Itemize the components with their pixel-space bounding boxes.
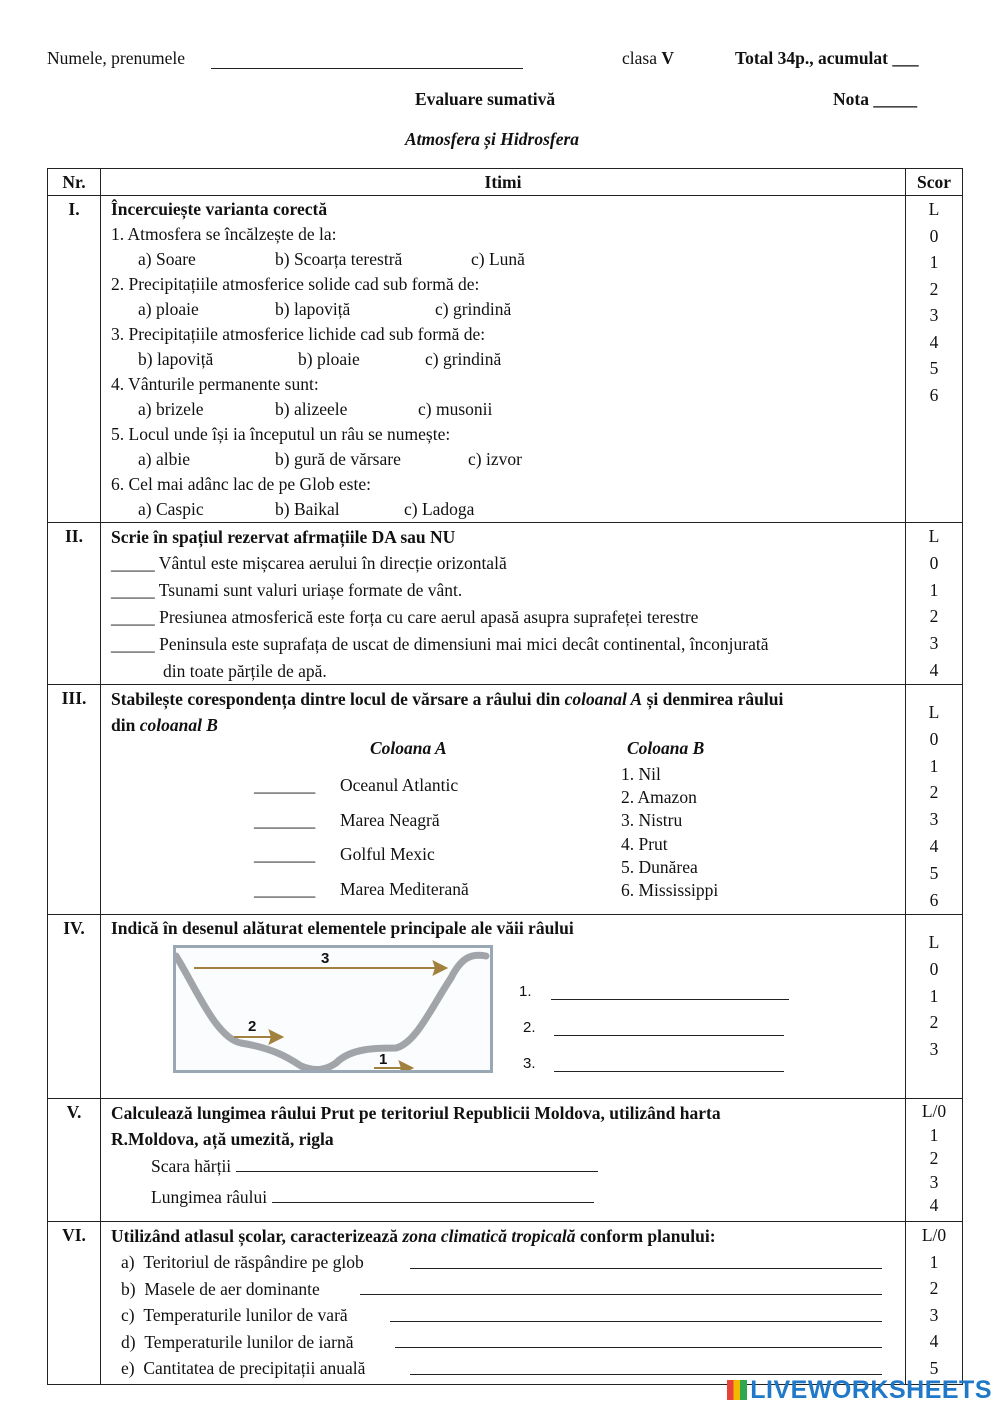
score-option[interactable]: L [928,526,940,546]
match-answer-blank[interactable]: _______ [254,878,316,899]
score-option[interactable]: 0 [929,552,939,573]
valley-profile [176,948,490,1070]
arrow-label-1: 1 [379,1051,388,1068]
section-1-score [906,196,963,523]
score-option[interactable]: 1 [929,1124,939,1145]
answer-option[interactable]: a) Caspic [138,499,204,519]
answer-options [111,397,905,422]
answer-option[interactable]: b) ploaie [298,349,360,369]
score-option[interactable]: 1 [929,755,939,776]
answer-line[interactable] [554,1057,784,1072]
assessment-table [47,168,963,1385]
liveworksheets-logo: LIVEWORKSHEETS [727,1376,992,1405]
arrow-label-2: 2 [248,1018,257,1035]
section-1-items [101,196,906,523]
plan-item[interactable]: c) Temperaturile lunilor de vară [111,1302,905,1329]
question: 1. Atmosfera se încălzește de la: [111,224,337,244]
score-option[interactable]: 2 [929,782,939,803]
score-option[interactable]: 5 [929,862,939,883]
section-2-score [906,523,963,685]
match-answer-blank[interactable]: _______ [254,844,316,864]
answer-option[interactable]: b) Scoarța terestră [275,249,403,269]
section-number: III. [48,685,101,915]
section-1-row [48,196,963,523]
section-2-items [101,523,906,685]
score-option[interactable]: 6 [929,889,939,910]
answer-option[interactable]: c) Ladoga [404,499,475,519]
answer-option[interactable]: b) lapoviță [275,299,351,319]
section-title: Utilizând atlasul școlar, caracterizează zona climatică tropicală conform planului: [111,1226,716,1246]
score-option[interactable]: L [928,702,940,722]
score-option[interactable]: 0 [929,728,939,749]
score-option[interactable]: 4 [929,1331,939,1351]
plan-item[interactable]: e) Cantitatea de precipitații anuală [111,1355,905,1382]
score-option[interactable]: 5 [929,358,939,378]
match-answer-blank[interactable]: _______ [254,775,316,795]
score-option[interactable]: L/0 [921,1101,947,1121]
answer-option[interactable]: b) alizeele [275,399,348,419]
section-6-row [48,1222,963,1385]
true-false-item[interactable]: _____ Presiunea atmosferică este forța cu care aerul apasă asupra suprafeței terestre [111,607,699,627]
score-option[interactable]: 1 [929,1251,939,1272]
name-label: Numele, prenumele [47,48,186,68]
score-option[interactable]: 2 [929,1148,939,1168]
answer-option[interactable]: a) ploaie [138,299,199,319]
section-4-row [48,915,963,1099]
header-itimi: Itimi [101,169,906,196]
answer-option[interactable]: a) Soare [138,249,196,269]
answer-options [111,247,905,272]
question: 6. Cel mai adânc lac de pe Glob este: [111,474,371,494]
section-3-items [101,685,906,915]
score-option[interactable]: 4 [929,835,939,856]
score-option[interactable]: 3 [929,633,939,654]
answer-option[interactable]: a) brizele [138,399,204,419]
score-option[interactable]: 3 [929,1171,939,1192]
answer-number: 1. [519,983,532,1000]
answer-option[interactable]: c) grindină [435,299,512,319]
score-option[interactable]: 3 [929,305,939,325]
match-answer-blank[interactable]: _______ [254,809,316,830]
score-option[interactable]: 3 [929,1304,939,1325]
score-option[interactable]: 5 [929,1357,939,1378]
true-false-item[interactable]: _____ Peninsula este suprafața de uscat de dimensiuni mai mici decât continental, înconjurată [111,634,769,654]
section-title: Calculează lungimea râului Prut pe teritoriul Republicii Moldova, utilizând harta [111,1103,721,1123]
answer-option[interactable]: b) gură de vărsare [275,449,401,469]
header-nr: Nr. [48,169,101,196]
score-option[interactable]: 4 [929,331,939,352]
plan-item[interactable]: b) Masele de aer dominante [111,1276,905,1303]
column-b-header: Coloana B [627,738,705,758]
answer-line[interactable] [551,985,789,1000]
score-option[interactable]: 1 [929,252,939,272]
column-a-item: Golful Mexic [340,844,435,864]
column-b-item: 4. Prut [621,833,668,854]
score-option[interactable]: 2 [929,606,939,627]
answer-option[interactable]: a) albie [138,449,190,469]
column-a-item: Oceanul Atlantic [340,775,459,795]
class-label: clasa V [622,48,674,68]
section-4-score [906,915,963,1099]
column-b-item: 2. Amazon [621,787,697,808]
header-scor: Scor [906,169,963,196]
answer-options [111,447,905,472]
answer-line[interactable] [554,1021,784,1036]
answer-options [111,297,905,322]
river-valley-diagram [173,945,493,1073]
section-title: Stabilește corespondența dintre locul de vărsare a râului din coloanal A și denmirea râului [111,689,784,709]
section-6-items [101,1222,906,1385]
answer-options [111,497,905,522]
item-continuation: din toate părțile de apă. [163,661,327,681]
score-option[interactable]: 0 [929,225,939,246]
answer-option[interactable]: b) Baikal [275,499,340,519]
column-a-item: Marea Neagră [340,809,440,830]
section-title: Scrie în spațiul rezervat afrmațiile DA sau NU [111,527,456,547]
section-title: Încercuiește varianta corectă [111,199,328,219]
total-score: Total 34p., acumulat ___ [735,48,919,68]
plan-item[interactable]: d) Temperaturile lunilor de iarnă [111,1329,905,1356]
arrow-label-3: 3 [321,950,330,967]
subtitle: Atmosfera și Hidrosfera [405,129,580,149]
score-option[interactable]: 4 [929,1195,939,1215]
section-number: VI. [48,1222,101,1385]
column-b-item: 5. Dunărea [621,856,698,877]
table-header-row [48,169,963,196]
grade-field: Nota _____ [833,89,918,109]
name-input-line[interactable] [211,50,523,69]
section-6-score [906,1222,963,1385]
answer-option[interactable]: c) Lună [471,249,525,269]
score-option[interactable]: 0 [929,958,939,979]
question: 4. Vânturile permanente sunt: [111,374,319,394]
section-3-row [48,685,963,915]
column-a-item: Marea Mediterană [340,878,469,899]
eval-title: Evaluare sumativă [415,89,556,109]
answer-number: 3. [523,1055,536,1072]
score-option[interactable]: 2 [929,278,939,299]
section-number: II. [48,523,101,685]
answer-option[interactable]: c) izvor [468,449,522,469]
answer-number: 2. [523,1019,536,1036]
score-option[interactable]: 6 [929,384,939,405]
column-b-item: 1. Nil [621,764,661,784]
score-option[interactable]: 3 [929,1039,939,1060]
score-option[interactable]: L [928,932,940,952]
section-5-score [906,1099,963,1222]
question: 5. Locul unde își ia începutul un râu se numește: [111,424,451,444]
column-a-header: Coloana A [370,738,447,758]
answer-option[interactable]: c) grindină [425,349,502,369]
section-title: Indică în desenul alăturat elementele principale ale văii râului [111,918,574,938]
column-b-item: 6. Mississippi [621,880,719,900]
section-5-items [101,1099,906,1222]
map-scale-field[interactable]: Scara hărții [111,1152,905,1180]
section-title-cont: R.Moldova, ață umezită, rigla [111,1129,334,1149]
score-option[interactable]: 3 [929,809,939,830]
section-4-items [101,915,906,1099]
section-5-row [48,1099,963,1222]
river-length-field[interactable]: Lungimea râului [111,1180,905,1214]
answer-option[interactable]: c) musonii [418,399,493,419]
section-3-score [906,685,963,915]
true-false-item[interactable]: _____ Tsunami sunt valuri uriașe formate de vânt. [111,580,463,600]
section-number: IV. [48,915,101,1099]
score-option[interactable]: 2 [929,1012,939,1033]
answer-option[interactable]: b) lapoviță [138,349,214,369]
section-2-row [48,523,963,685]
score-option[interactable]: L/0 [921,1225,947,1245]
answer-options [111,347,905,372]
true-false-item[interactable]: _____ Vântul este mișcarea aerului în direcție orizontală [111,553,507,573]
score-option[interactable]: 2 [929,1278,939,1298]
plan-item[interactable]: a) Teritoriul de răspândire pe glob [111,1249,905,1276]
section-title-cont: din coloanal B [111,715,218,735]
score-option[interactable]: 4 [929,659,939,680]
section-number: I. [48,196,101,523]
question: 3. Precipitațiile atmosferice lichide cad sub formă de: [111,324,486,344]
question: 2. Precipitațiile atmosferice solide cad sub formă de: [111,274,480,294]
column-b-item: 3. Nistru [621,810,683,831]
section-number: V. [48,1099,101,1222]
score-option[interactable]: L [928,199,940,219]
score-option[interactable]: 1 [929,985,939,1006]
score-option[interactable]: 1 [929,579,939,600]
